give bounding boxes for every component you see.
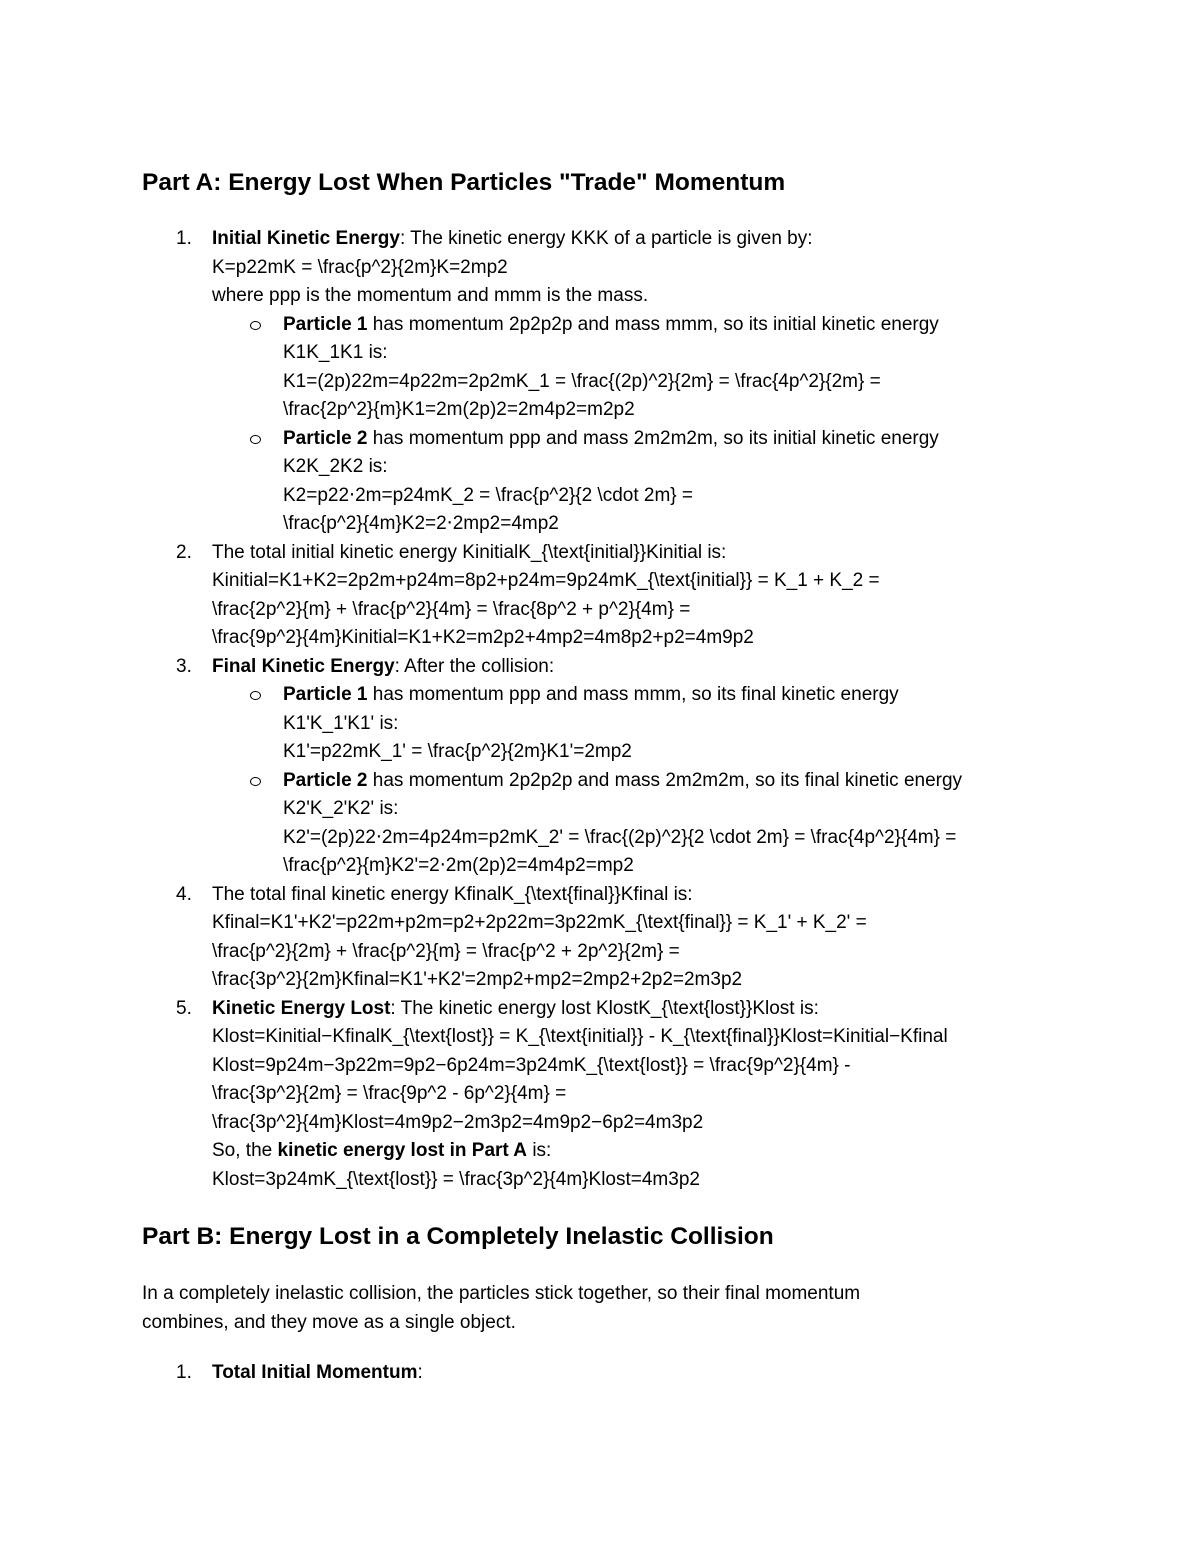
item-text: : The kinetic energy lost KlostK_{\text{lost}}Klost is: (390, 997, 819, 1019)
equation-line: K1=(2p)22m=4p22m=2p2mK_1 = \frac{(2p)^2}{2m} = \frac{4p^2}{2m} = (283, 370, 881, 392)
equation-line: Klost=3p24mK_{\text{lost}} = \frac{3p^2}{4m}Klost=4m3p2 (212, 1168, 700, 1190)
equation-line: K2=p22⋅2m=p24mK_2 = \frac{p^2}{2 \cdot 2m} = (283, 484, 694, 506)
equation-line: Kfinal=K1'+K2'=p22m+p2m=p2+2p22m=3p22mK_{\text{final}} = K_1' + K_2' = (212, 912, 867, 933)
sub-list (212, 681, 1082, 881)
summary-prefix: So, the (212, 1140, 278, 1161)
item-title: Particle 2 (283, 769, 368, 791)
item-title: Particle 1 (283, 684, 368, 705)
item-line (283, 681, 1082, 710)
equation-line: \frac{p^2}{4m}K2=2⋅2mp2=4mp2 (283, 513, 559, 534)
item-line: The total final kinetic energy KfinalK_{\text{final}}Kfinal is: (212, 883, 693, 905)
equation-line: \frac{p^2}{2m} + \frac{p^2}{m} = \frac{p^2 + 2p^2}{2m} = (212, 940, 680, 962)
equation-line: \frac{2p^2}{m}K1=2m(2p)2=2m4p2=m2p2 (283, 399, 635, 420)
equation-line: \frac{2p^2}{m} + \frac{p^2}{4m} = \frac{8p^2 + p^2}{4m} = (212, 598, 691, 620)
list-number: 5. (176, 997, 192, 1019)
hollow-circle-bullet-icon (250, 691, 261, 700)
summary-suffix: is: (527, 1140, 552, 1161)
list-item (142, 539, 1082, 653)
equation-line: \frac{3p^2}{2m}Kfinal=K1'+K2'=2mp2+mp2=2mp2+2p2=2m3p2 (212, 969, 743, 990)
equation-line: K1'=p22mK_1' = \frac{p^2}{2m}K1'=2mp2 (283, 741, 632, 762)
list-item (142, 1359, 1082, 1388)
item-title: Initial Kinetic Energy (212, 228, 400, 249)
part-a-list (142, 225, 1082, 1194)
item-text: has momentum 2p2p2p and mass 2m2m2m, so its final kinetic energy (367, 769, 963, 791)
intro-line: In a completely inelastic collision, the particles stick together, so their final momentum (142, 1283, 861, 1304)
item-text: has momentum 2p2p2p and mass mmm, so its initial kinetic energy (367, 313, 939, 335)
item-line: K2'K_2'K2' is: (283, 798, 399, 819)
list-number: 2. (176, 541, 192, 563)
sub-list-item (212, 425, 1082, 539)
item-line: K1K_1K1 is: (283, 342, 388, 363)
equation-line: Klost=Kinitial−KfinalK_{\text{lost}} = K_{\text{initial}} - K_{\text{final}}Klost=Kinitial−Kfinal (212, 1026, 948, 1047)
item-line: K1'K_1'K1' is: (283, 712, 399, 734)
list-number: 3. (176, 655, 192, 677)
item-title: Final Kinetic Energy (212, 655, 395, 677)
item-text: has momentum ppp and mass mmm, so its final kinetic energy (367, 684, 899, 705)
part-b-heading: Part B: Energy Lost in a Completely Inelastic Collision (142, 1223, 774, 1250)
list-number: 4. (176, 883, 192, 905)
part-a-heading: Part A: Energy Lost When Particles "Trade" Momentum (142, 169, 786, 196)
list-item (142, 881, 1082, 995)
intro-line: combines, and they move as a single object. (142, 1311, 516, 1333)
item-text: : (417, 1362, 423, 1383)
list-item (142, 225, 1082, 539)
item-title: Particle 1 (283, 313, 368, 335)
list-item (142, 653, 1082, 881)
equation-line: \frac{p^2}{m}K2'=2⋅2m(2p)2=4m4p2=mp2 (283, 855, 634, 876)
item-line (283, 311, 1082, 340)
item-text: : After the collision: (394, 655, 555, 677)
list-number: 1. (176, 1362, 192, 1383)
equation-line: \frac{3p^2}{4m}Klost=4m9p2−2m3p2=4m9p2−6p2=4m3p2 (212, 1111, 704, 1133)
sub-list-item (212, 681, 1082, 767)
summary-emphasis: kinetic energy lost in Part A (277, 1140, 528, 1161)
sub-list (212, 311, 1082, 539)
equation-line: K2'=(2p)22⋅2m=4p24m=p2mK_2' = \frac{(2p)^2}{2 \cdot 2m} = \frac{4p^2}{4m} = (283, 826, 957, 848)
item-line (212, 995, 1082, 1024)
list-number: 1. (176, 228, 192, 249)
item-text: : The kinetic energy KKK of a particle is given by: (399, 228, 813, 249)
item-line (212, 1359, 1082, 1388)
item-title: Kinetic Energy Lost (212, 997, 391, 1019)
list-item (142, 995, 1082, 1195)
hollow-circle-bullet-icon (250, 777, 261, 786)
hollow-circle-bullet-icon (250, 321, 261, 330)
sub-list-item (212, 767, 1082, 881)
sub-list-item (212, 311, 1082, 425)
item-line: K2K_2K2 is: (283, 456, 388, 477)
part-b-intro (142, 1280, 1082, 1337)
item-text: has momentum ppp and mass 2m2m2m, so its initial kinetic energy (367, 427, 939, 449)
item-line (283, 767, 1082, 796)
item-title: Total Initial Momentum (212, 1362, 418, 1383)
equation-line: Kinitial=K1+K2=2p2m+p24m=8p2+p24m=9p24mK_{\text{initial}} = K_1 + K_2 = (212, 570, 880, 591)
equation-line: Klost=9p24m−3p22m=9p2−6p24m=3p24mK_{\text{lost}} = \frac{9p^2}{4m} - (212, 1054, 851, 1076)
item-line (212, 225, 1082, 254)
item-line (212, 653, 1082, 682)
item-title: Particle 2 (283, 427, 368, 449)
item-line (283, 425, 1082, 454)
hollow-circle-bullet-icon (250, 435, 261, 444)
item-line: where ppp is the momentum and mmm is the mass. (212, 285, 649, 306)
item-line: The total initial kinetic energy KinitialK_{\text{initial}}Kinitial is: (212, 541, 727, 563)
equation-line: \frac{3p^2}{2m} = \frac{9p^2 - 6p^2}{4m} = (212, 1083, 567, 1104)
equation-line: \frac{9p^2}{4m}Kinitial=K1+K2=m2p2+4mp2=4m8p2+p2=4m9p2 (212, 627, 754, 648)
summary-line (212, 1137, 1082, 1166)
equation-line: K=p22mK = \frac{p^2}{2m}K=2mp2 (212, 256, 508, 278)
part-b-list (142, 1359, 1082, 1388)
